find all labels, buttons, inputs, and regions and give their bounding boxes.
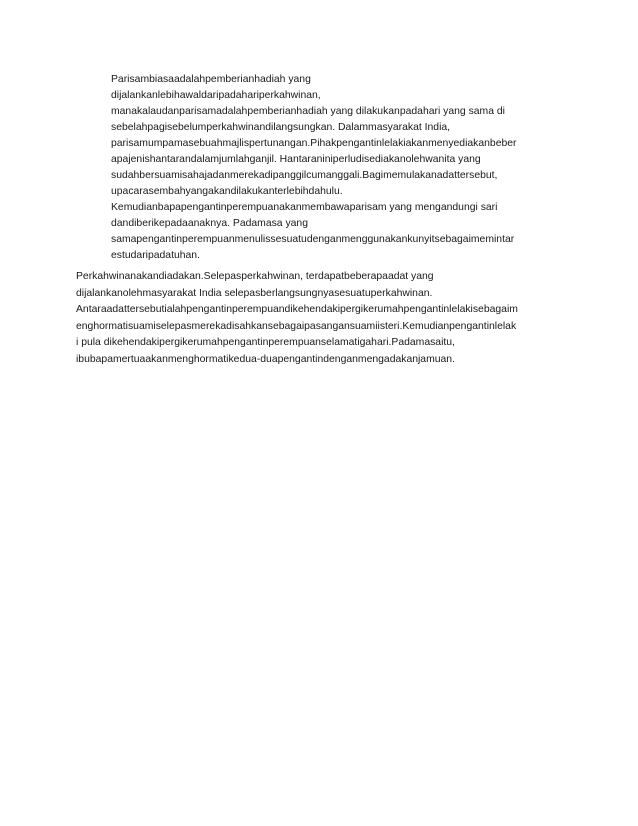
text-line: sudahbersuamisahajadanmerekadipanggilcumanggali.Bagimemulakanadattersebut, xyxy=(111,170,498,181)
text-line: parisamumpamasebuahmajlispertunangan.Pihakpengantinlelakiakanmenyediakanbeber xyxy=(111,138,517,149)
text-line: upacarasembahyangakandilakukanterlebihdahulu. xyxy=(111,186,343,197)
text-line: Kemudianbapapengantinperempuanakanmembawaparisam yang mengandungi sari xyxy=(111,202,498,213)
text-line: manakalaudanparisamadalahpemberianhadiah yang dilakukanpadahari yang sama di xyxy=(111,106,505,117)
plain-paragraph xyxy=(76,269,518,369)
text-line: enghormatisuamiselepasmerekadisahkansebagaipasangansuamiisteri.Kemudianpengantinlelak xyxy=(76,320,517,332)
text-line: samapengantinperempuanmenulissesuatudenganmenggunakankunyitsebagaimemintar xyxy=(111,234,515,245)
text-line: ibubapamertuaakanmenghormatikedua-duapengantindenganmengadakanjamuan. xyxy=(76,353,455,365)
text-line: estudaripadatuhan. xyxy=(111,250,200,261)
text-line: sebelahpagisebelumperkahwinandilangsungkan. Dalammasyarakat India, xyxy=(111,122,451,133)
text-line: dijalankanlebihawaldaripadahariperkahwinan, xyxy=(111,90,321,101)
text-line: dijalankanolehmasyarakat India selepasberlangsungnyasesuatuperkahwinan. xyxy=(76,287,433,299)
text-line: i pula dikehendakipergikerumahpengantinperempuanselamatigahari.Padamasaitu, xyxy=(76,337,455,349)
text-line: Parisambiasaadalahpemberianhadiah yang xyxy=(111,74,311,85)
text-line: apajenishantarandalamjumlahganjil. Hantaraniniperludisediakanolehwanita yang xyxy=(111,154,481,165)
indented-paragraph xyxy=(111,72,517,264)
text-line: dandiberikepadaanaknya. Padamasa yang xyxy=(111,218,308,229)
text-line: Perkahwinanakandiadakan.Selepasperkahwinan, terdapatbeberapaadat yang xyxy=(76,271,434,282)
text-line: Antaraadattersebutialahpengantinperempuandikehendakipergikerumahpengantinlelakisebagaim xyxy=(76,304,518,316)
